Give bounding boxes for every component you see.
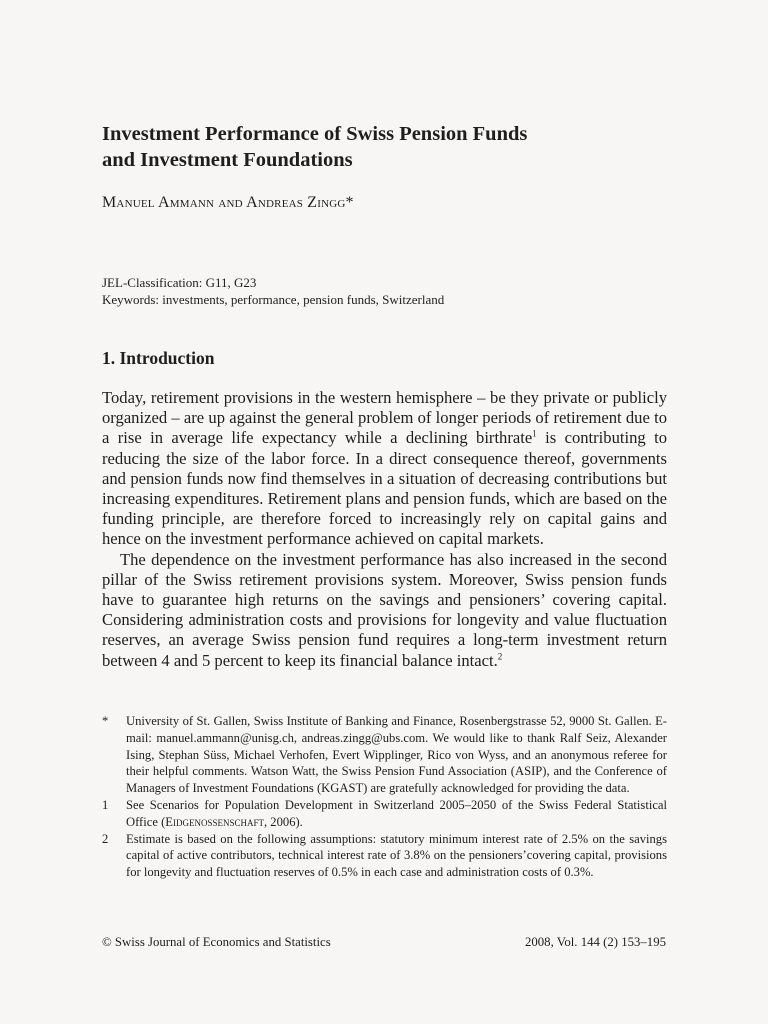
footnote-text: Estimate is based on the following assumptions: statutory minimum interest rate of 2.5% on the savings capital of active contributors, technical interest rate of 3.8% on the pensioners’covering capital, provisions for longevity and fluctuation reserves of 0.5% in each case and administration costs of 0.3%. (126, 831, 667, 880)
footnote-star (102, 713, 667, 797)
paper-title (102, 121, 702, 173)
classification-block (102, 274, 702, 308)
citation-author: Eidgenossenschaft (165, 814, 264, 829)
section-heading: 1. Introduction (102, 348, 215, 368)
footnote-text: University of St. Gallen, Swiss Institute of Banking and Finance, Rosenbergstrasse 52, 9000 St. Gallen. E-mail: manuel.ammann@unisg.ch, andreas.zingg@ubs.com. We would like to thank Ralf Seiz, Alexander Ising, Stephan Süss, Michael Verhofen, Evert Wipplinger, Rico von Wyss, and an anonymous referee for their helpful comments. Watson Watt, the Swiss Pension Fund Association (ASIP), and the Conference of Managers of Investment Foundations (KGAST) are gratefully acknowledged for providing the data. (126, 714, 667, 796)
footnote-1 (102, 797, 667, 831)
jel-classification: JEL-Classification: G11, G23 (102, 275, 257, 290)
paragraph-2: The dependence on the investment performance has also increased in the second pillar of the Swiss retirement provisions system. Moreover, Swiss pension funds have to guarantee high returns on the savings and pensioners’ covering capital. Considering administration costs and provisions for longevity and value fluctuation reserves, an average Swiss pension fund requires a long-term investment return between 4 and 5 percent to keep its financial balance intact.$^2$ (102, 549, 667, 670)
journal-citation: 2008, Vol. 144 (2) 153–195 (524, 935, 666, 949)
footnote-mark: * (102, 714, 109, 728)
footnote-ref-1[interactable]: 1 (532, 428, 537, 439)
keywords: Keywords: investments, performance, pension funds, Switzerland (102, 292, 445, 307)
footnote-mark: 1 (102, 797, 109, 812)
journal-name: © Swiss Journal of Economics and Statistics (102, 935, 331, 949)
title-line-2: and Investment Foundations (102, 149, 353, 171)
footnote-text: See Scenarios for Population Development in Switzerland 2005–2050 of the Swiss Federal Statistical Office (Eidgenossenschaft, 2006). (126, 797, 667, 829)
title-line-1: Investment Performance of Swiss Pension Funds (102, 123, 528, 145)
paragraph-1: Today, retirement provisions in the western hemisphere – be they private or publicly organized – are up against the general problem of longer periods of retirement due to a rise in average life expectancy while a declining birthrate$^1$ is contributing to reducing the size of the labor force. In a direct consequence thereof, governments and pension funds now find themselves in a situation of decreasing contributions but increasing expenditures. Retirement plans and pension funds, which are based on the funding principle, are therefore forced to increasingly rely on capital gains and hence on the investment performance achieved on capital markets. (102, 388, 667, 549)
body-text (102, 388, 667, 671)
footnote-ref-2[interactable]: 2 (497, 651, 503, 662)
footnote-mark: 2 (102, 831, 109, 846)
author-list: Manuel Ammann and Andreas Zingg* (102, 194, 354, 211)
footnote-2 (102, 831, 667, 881)
footnotes (102, 713, 667, 881)
